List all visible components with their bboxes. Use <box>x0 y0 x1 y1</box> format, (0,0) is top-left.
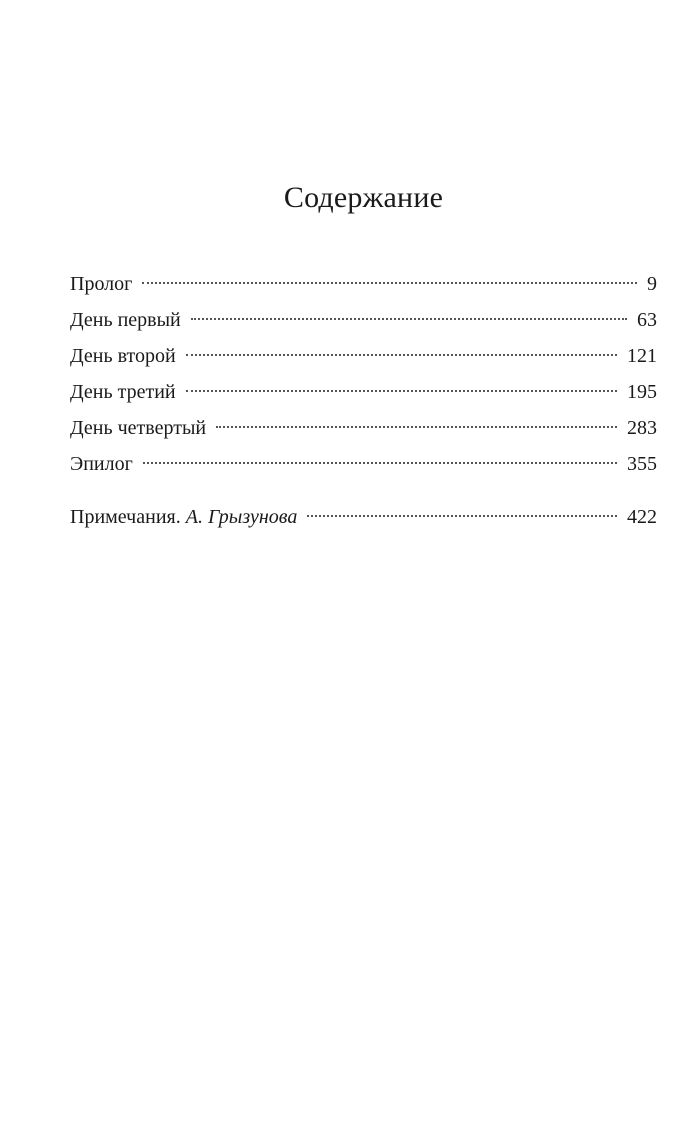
toc-entry-page: 283 <box>627 417 657 439</box>
toc-entry-page: 121 <box>627 345 657 367</box>
dot-leader <box>142 282 637 284</box>
toc-entry-day-three[interactable] <box>70 374 657 410</box>
toc-entry-day-two[interactable] <box>70 338 657 374</box>
dot-leader <box>191 318 627 320</box>
toc-entry-title: День четвертый <box>70 417 207 439</box>
toc-entry-day-four[interactable] <box>70 410 657 446</box>
toc-entry-day-one[interactable] <box>70 302 657 338</box>
dot-leader <box>143 462 617 464</box>
table-of-contents <box>70 266 657 535</box>
notes-label: Примечания. <box>70 506 181 528</box>
toc-entry-page: 195 <box>627 381 657 403</box>
dot-leader <box>307 515 617 517</box>
toc-entry-title: День первый <box>70 309 181 331</box>
toc-entry-page: 63 <box>637 309 657 331</box>
toc-entry-title: День второй <box>70 345 176 367</box>
toc-entry-title <box>70 499 297 535</box>
toc-entry-epilogue[interactable] <box>70 446 657 482</box>
toc-entry-title: Эпилог <box>70 453 133 475</box>
page-title: Содержание <box>283 181 444 214</box>
toc-entry-page: 422 <box>627 506 657 528</box>
toc-entry-page: 9 <box>647 273 657 295</box>
toc-entry-page: 355 <box>627 453 657 475</box>
dot-leader <box>186 354 617 356</box>
toc-entry-notes[interactable] <box>70 499 657 535</box>
toc-entry-title: Пролог <box>70 273 133 295</box>
toc-entry-title: День третий <box>70 381 176 403</box>
dot-leader <box>186 390 617 392</box>
dot-leader <box>216 426 617 428</box>
notes-author: А. Грызунова <box>185 506 298 528</box>
toc-entry-prologue[interactable] <box>70 266 657 302</box>
